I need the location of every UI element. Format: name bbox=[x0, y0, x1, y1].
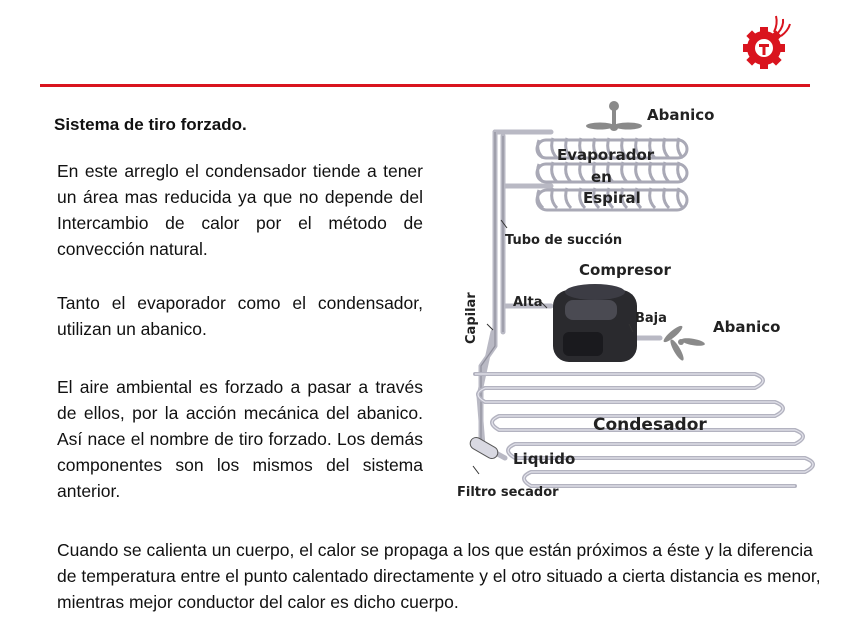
evaporator-label-2: en bbox=[591, 168, 612, 186]
refrigeration-diagram bbox=[455, 96, 827, 512]
suction-tube-label: Tubo de succión bbox=[505, 233, 623, 248]
compressor-label: Compresor bbox=[579, 261, 671, 279]
high-pressure-label: Alta bbox=[513, 295, 543, 310]
capillary-label: Capilar bbox=[464, 292, 479, 344]
paragraph-fans: Tanto el evaporador como el condensador, utilizan un abanico. bbox=[57, 293, 423, 339]
fan-top-label: Abanico bbox=[647, 106, 715, 124]
paragraph-condenser-area: En este arreglo el condensador tiende a tener un área mas reducida ya que no depende del Intercambio de calor por el método de convección natural. bbox=[57, 161, 423, 259]
evaporator-label-3: Espiral bbox=[583, 189, 641, 207]
institution-gear-logo bbox=[738, 14, 794, 72]
fan-top-icon bbox=[586, 101, 642, 131]
filter-drier-label: Filtro secador bbox=[457, 485, 559, 500]
fan-right-label: Abanico bbox=[713, 318, 781, 336]
fan-right-icon bbox=[662, 324, 706, 362]
footer-paragraph: Cuando se calienta un cuerpo, el calor se propaga a los que están próximos a éste y la diferencia de temperatura entre el punto calentado directamente y el otro situado a cierta distancia es menor, mientras mejor conductor del calor es dicho cuerpo. bbox=[57, 540, 821, 612]
condenser-label: Condesador bbox=[593, 415, 707, 435]
paragraph-forced-air: El aire ambiental es forzado a pasar a través de ellos, por la acción mecánica del abanico. Así nace el nombre de tiro forzado. Los demás componentes son los mismos del sistema anterior. bbox=[57, 377, 423, 501]
header-divider bbox=[40, 84, 810, 87]
low-pressure-label: Baja bbox=[635, 311, 667, 326]
section-title: Sistema de tiro forzado. bbox=[54, 115, 247, 134]
liquid-label: Liquido bbox=[513, 450, 576, 468]
evaporator-label-1: Evaporador bbox=[557, 146, 655, 164]
compressor bbox=[553, 284, 637, 362]
